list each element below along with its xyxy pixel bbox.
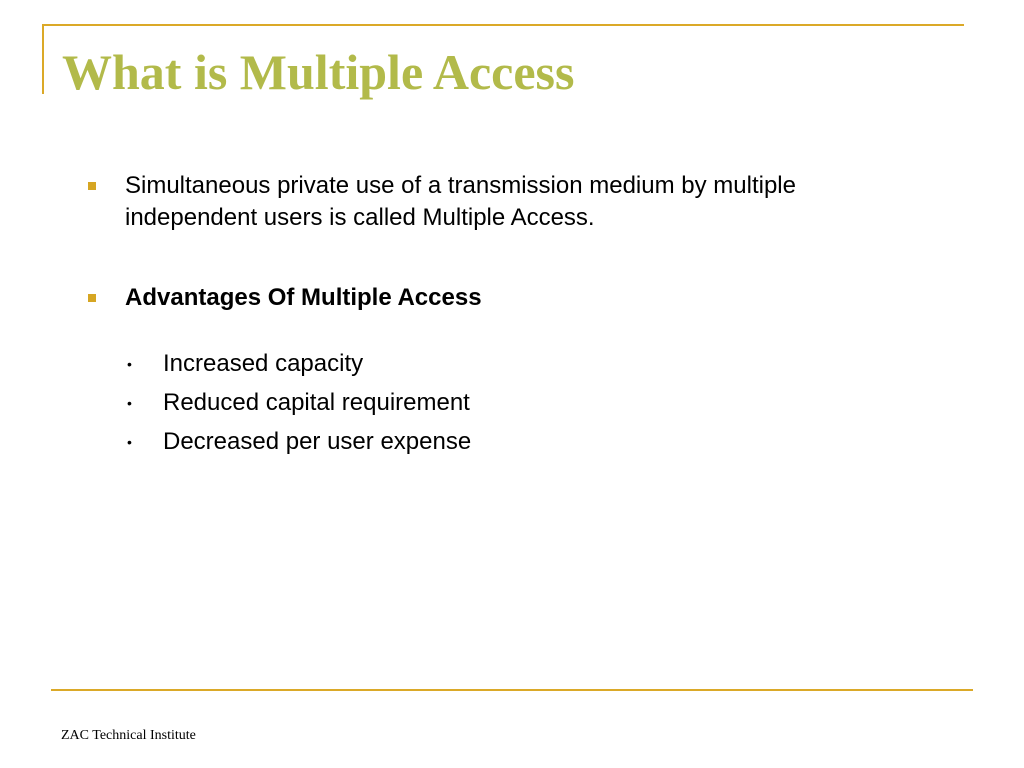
definition-text: Simultaneous private use of a transmission medium by multiple independent users is called Multiple Access. xyxy=(125,172,796,231)
advantage-label: Reduced capital requirement xyxy=(163,389,470,416)
slide-title: What is Multiple Access xyxy=(62,44,575,100)
footer-divider xyxy=(51,689,973,691)
dot-bullet-icon: • xyxy=(127,356,132,372)
top-border-line xyxy=(42,24,964,26)
left-border-line xyxy=(42,24,44,94)
footer-text: ZAC Technical Institute xyxy=(61,728,196,743)
dot-bullet-icon: • xyxy=(127,434,132,450)
advantages-heading: Advantages Of Multiple Access xyxy=(125,284,482,311)
advantage-label: Increased capacity xyxy=(163,350,364,377)
square-bullet-icon xyxy=(88,182,96,190)
dot-bullet-icon: • xyxy=(127,395,132,411)
square-bullet-icon xyxy=(88,294,96,302)
advantage-label: Decreased per user expense xyxy=(163,428,472,455)
